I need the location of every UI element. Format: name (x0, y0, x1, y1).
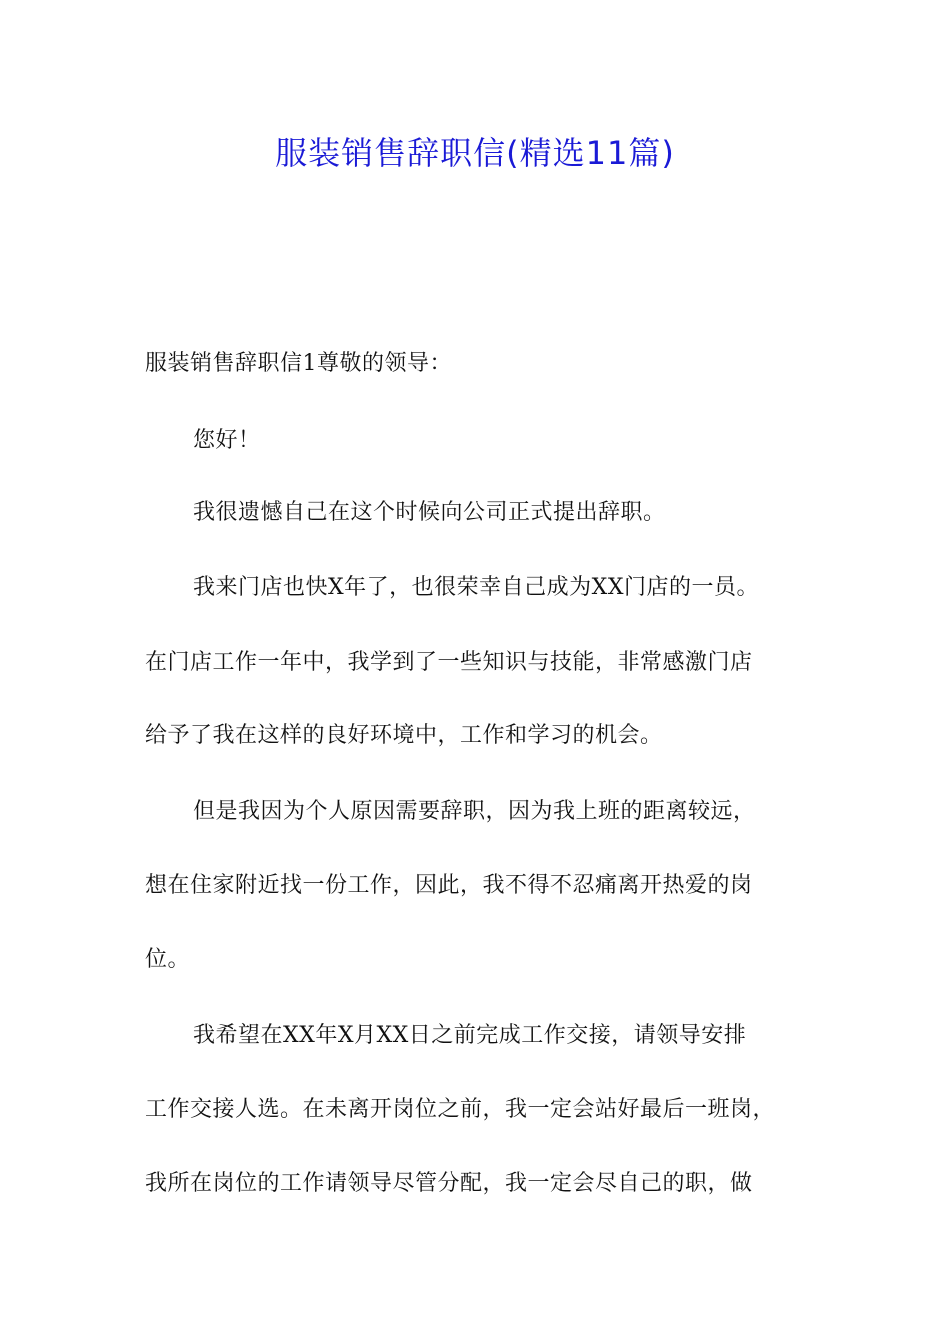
paragraph-line: 我很遗憾自己在这个时候向公司正式提出辞职。 (193, 500, 666, 525)
paragraph-line: 想在住家附近找一份工作，因此，我不得不忍痛离开热爱的岗 (145, 873, 753, 898)
document-title: 服装销售辞职信(精选11篇) (275, 134, 675, 172)
paragraph-line: 在门店工作一年中，我学到了一些知识与技能，非常感激门店 (145, 650, 753, 675)
paragraph-line: 我所在岗位的工作请领导尽管分配，我一定会尽自己的职，做 (145, 1171, 753, 1196)
paragraph-line: 我希望在XX年X月XX日之前完成工作交接，请领导安排 (193, 1023, 747, 1048)
paragraph-line: 工作交接人选。在未离开岗位之前，我一定会站好最后一班岗， (145, 1097, 776, 1122)
paragraph-line: 给予了我在这样的良好环境中，工作和学习的机会。 (145, 723, 663, 748)
salutation-line: 服装销售辞职信1尊敬的领导： (145, 351, 452, 376)
paragraph-line: 但是我因为个人原因需要辞职，因为我上班的距离较远， (193, 799, 756, 824)
greeting-line: 您好！ (193, 428, 261, 453)
paragraph-line: 我来门店也快X年了，也很荣幸自己成为XX门店的一员。 (193, 575, 759, 600)
paragraph-line: 位。 (145, 947, 191, 972)
